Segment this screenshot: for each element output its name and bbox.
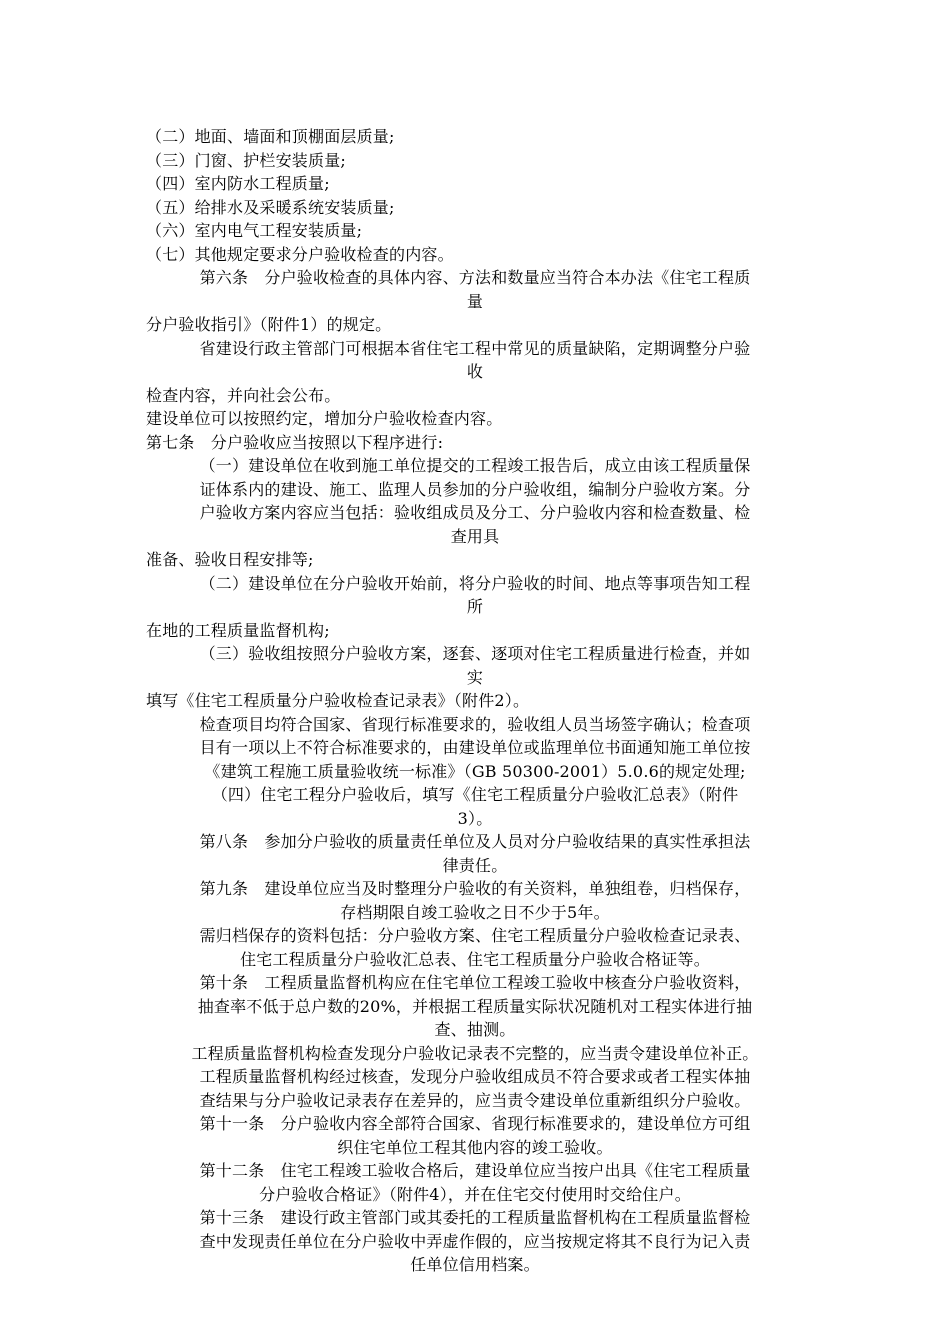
text-line: 3）。	[457, 808, 493, 828]
text-line: 律责任。	[442, 855, 508, 875]
text-line: 任单位信用档案。	[410, 1255, 540, 1274]
text-line: （六）室内电气工程安装质量;	[146, 221, 363, 240]
text-line: 目有一项以上不符合标准要求的，由建设单位或监理单位书面通知施工单位按	[199, 738, 751, 757]
text-line: 户验收方案内容应当包括：验收组成员及分工、分户验收内容和检查数量、检	[199, 503, 751, 522]
text-line: （三）验收组按照分户验收方案，逐套、逐项对住宅工程质量进行检查，并如	[199, 644, 751, 663]
text-line: 收	[466, 362, 484, 381]
document-body	[146, 125, 804, 1277]
text-line: 填写《住宅工程质量分户验收检查记录表》（附件2）。	[146, 691, 530, 710]
text-line: （四）室内防水工程质量;	[146, 174, 330, 193]
text-line: 证体系内的建设、施工、监理人员参加的分户验收组，编制分户验收方案。分	[199, 479, 751, 499]
text-line: 第七条 分户验收应当按照以下程序进行:	[146, 432, 444, 452]
text-line: 第十二条 住宅工程竣工验收合格后，建设单位应当按户出具《住宅工程质量	[199, 1161, 751, 1180]
text-line: （一）建设单位在收到施工单位提交的工程竣工报告后，成立由该工程质量保	[199, 456, 751, 475]
text-line: 分户验收指引》（附件1）的规定。	[146, 315, 392, 334]
text-line: 第六条 分户验收检查的具体内容、方法和数量应当符合本办法《住宅工程质	[199, 268, 751, 287]
text-line: 准备、验收日程安排等;	[146, 550, 314, 569]
text-line: （七）其他规定要求分户验收检查的内容。	[146, 244, 454, 264]
text-line: （五）给排水及采暖系统安装质量;	[146, 197, 395, 217]
text-line: 需归档保存的资料包括：分户验收方案、住宅工程质量分户验收检查记录表、	[199, 926, 751, 945]
text-line: 抽查率不低于总户数的20%，并根据工程质量实际状况随机对工程实体进行抽	[197, 996, 753, 1016]
text-line: 存档期限自竣工验收之日不少于5年。	[340, 902, 610, 922]
text-line: 第十一条 分户验收内容全部符合国家、省现行标准要求的，建设单位方可组	[199, 1114, 751, 1133]
text-line: （三）门窗、护栏安装质量;	[146, 150, 346, 170]
text-line: 建设单位可以按照约定，增加分户验收检查内容。	[146, 409, 503, 428]
text-line: 第八条 参加分户验收的质量责任单位及人员对分户验收结果的真实性承担法	[199, 832, 751, 851]
text-line: 省建设行政主管部门可根据本省住宅工程中常见的质量缺陷，定期调整分户验	[199, 338, 751, 358]
text-line: 查中发现责任单位在分户验收中弄虚作假的，应当按规定将其不良行为记入责	[199, 1231, 751, 1251]
text-line: （四）住宅工程分户验收后，填写《住宅工程质量分户验收汇总表》（附件	[211, 785, 739, 804]
text-line: 住宅工程质量分户验收汇总表、住宅工程质量分户验收合格证等。	[240, 949, 710, 969]
text-line: 在地的工程质量监督机构;	[146, 620, 330, 640]
text-line: 工程质量监督机构检查发现分户验收记录表不完整的，应当责令建设单位补正。	[191, 1043, 759, 1063]
text-line: 量	[466, 291, 484, 311]
text-line: 分户验收合格证》（附件4），并在住宅交付使用时交给住户。	[259, 1184, 691, 1204]
text-line: 第十三条 建设行政主管部门或其委托的工程质量监督机构在工程质量监督检	[199, 1208, 751, 1227]
text-line: （二）地面、墙面和顶棚面层质量;	[146, 127, 395, 146]
text-line: 工程质量监督机构经过核查，发现分户验收组成员不符合要求或者工程实体抽	[199, 1067, 751, 1086]
text-line: 织住宅单位工程其他内容的竣工验收。	[337, 1137, 613, 1157]
text-line: 第十条 工程质量监督机构应在住宅单位工程竣工验收中核查分户验收资料，	[199, 973, 751, 992]
text-line: 查结果与分户验收记录表存在差异的，应当责令建设单位重新组织分户验收。	[199, 1090, 751, 1110]
text-line: 《建筑工程施工质量验收统一标准》（GB 50300-2001）5.0.6的规定处理;	[204, 761, 746, 781]
text-line: 实	[466, 667, 484, 687]
text-line: 检查项目均符合国家、省现行标准要求的，验收组人员当场签字确认；检查项	[199, 714, 751, 734]
text-line: 第九条 建设单位应当及时整理分户验收的有关资料，单独组卷，归档保存，	[199, 879, 751, 898]
text-line: 检查内容，并向社会公布。	[146, 385, 341, 405]
text-line: 所	[466, 597, 484, 616]
text-line: 查用具	[450, 526, 500, 546]
text-line: 查、抽测。	[434, 1020, 516, 1039]
text-line: （二）建设单位在分户验收开始前，将分户验收的时间、地点等事项告知工程	[199, 573, 751, 593]
